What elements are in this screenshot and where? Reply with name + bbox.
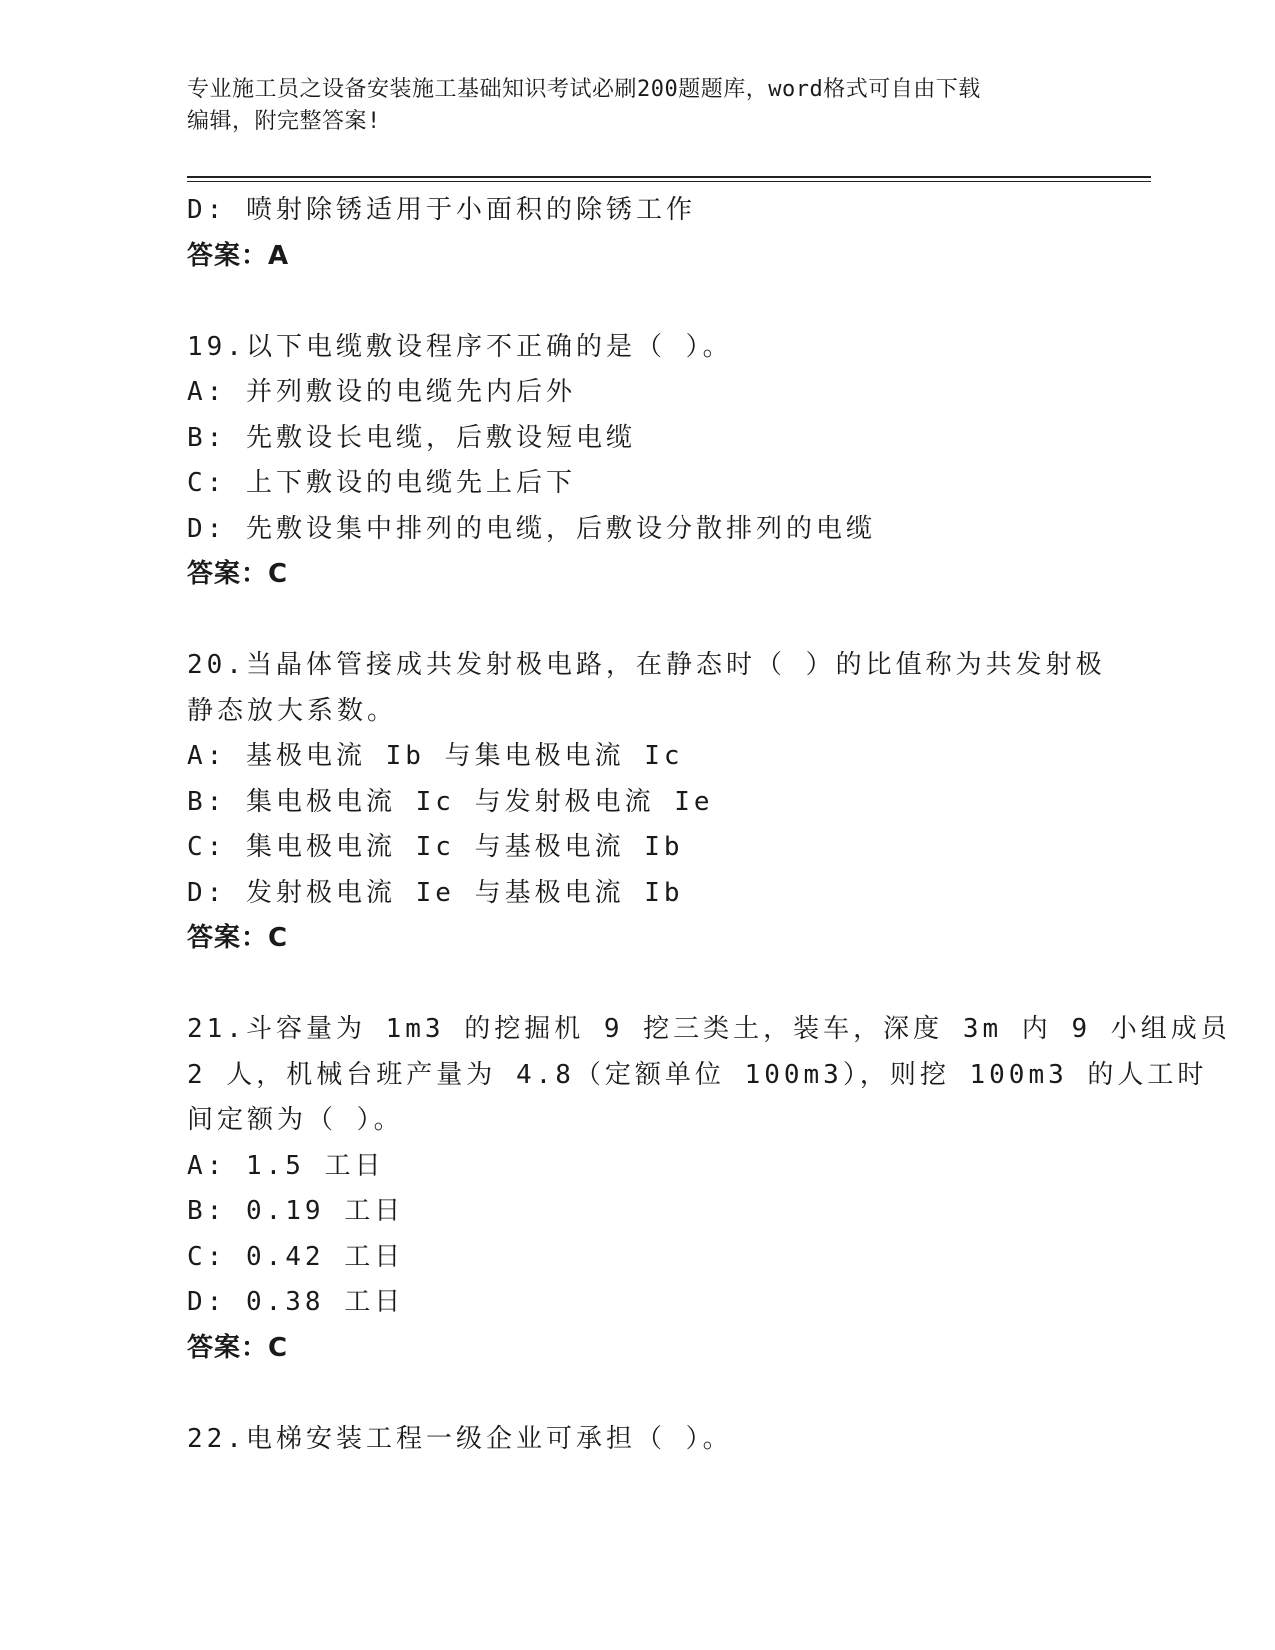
option-b: B: 先敷设长电缆，后敷设短电缆 [187, 422, 636, 453]
answer-label: 答案：C [187, 1332, 289, 1363]
question-stem: 22.电梯安装工程一级企业可承担（ ）。 [187, 1423, 733, 1454]
option-d: D: 0.38 工日 [187, 1287, 405, 1317]
question-block-18 [187, 188, 1087, 279]
header-divider [187, 176, 1151, 178]
spacer [187, 1371, 1087, 1417]
option-c: C: 0.42 工日 [187, 1241, 405, 1272]
answer-label: 答案：A [187, 240, 290, 271]
answer-label: 答案：C [187, 559, 289, 589]
header-title-line1: 专业施工员之设备安装施工基础知识考试必刷200题题库，word格式可自由下载 [187, 77, 981, 102]
question-list [187, 188, 1231, 1462]
option-b: B: 0.19 工日 [187, 1196, 405, 1226]
question-block-22 [187, 1417, 1087, 1463]
spacer [187, 598, 1087, 644]
question-block-19 [187, 325, 1087, 598]
question-stem-line2: 2 人，机械台班产量为 4.8（定额单位 100m3），则挖 100m3 的人工时 [187, 1059, 1208, 1090]
question-block-21 [187, 1007, 1231, 1371]
option-a: A: 基极电流 Ib 与集电极电流 Ic [187, 741, 684, 771]
spacer [187, 279, 1087, 325]
option-d: D: 喷射除锈适用于小面积的除锈工作 [187, 195, 696, 225]
option-a: A: 1.5 工日 [187, 1150, 385, 1181]
header-divider-thin [187, 181, 1151, 182]
question-stem: 19.以下电缆敷设程序不正确的是（ ）。 [187, 331, 733, 362]
spacer [187, 962, 1087, 1008]
option-d: D: 发射极电流 Ie 与基极电流 Ib [187, 877, 684, 908]
option-a: A: 并列敷设的电缆先内后外 [187, 377, 576, 407]
question-stem-line1: 21.斗容量为 1m3 的挖掘机 9 挖三类土，装车，深度 3m 内 9 小组成员 [187, 1014, 1231, 1044]
option-c: C: 集电极电流 Ic 与基极电流 Ib [187, 832, 684, 862]
question-block-20 [187, 643, 1106, 962]
question-stem-line3: 间定额为（ ）。 [187, 1105, 404, 1135]
option-d: D: 先敷设集中排列的电缆，后敷设分散排列的电缆 [187, 513, 876, 544]
option-b: B: 集电极电流 Ic 与发射极电流 Ie [187, 786, 714, 817]
answer-label: 答案：C [187, 923, 289, 953]
question-stem-line1: 20.当晶体管接成共发射极电路，在静态时（ ）的比值称为共发射极 [187, 650, 1106, 680]
question-stem-line2: 静态放大系数。 [187, 695, 398, 726]
header-title-line2: 编辑，附完整答案! [187, 109, 381, 134]
option-c: C: 上下敷设的电缆先上后下 [187, 468, 576, 498]
page-header [187, 74, 1067, 138]
